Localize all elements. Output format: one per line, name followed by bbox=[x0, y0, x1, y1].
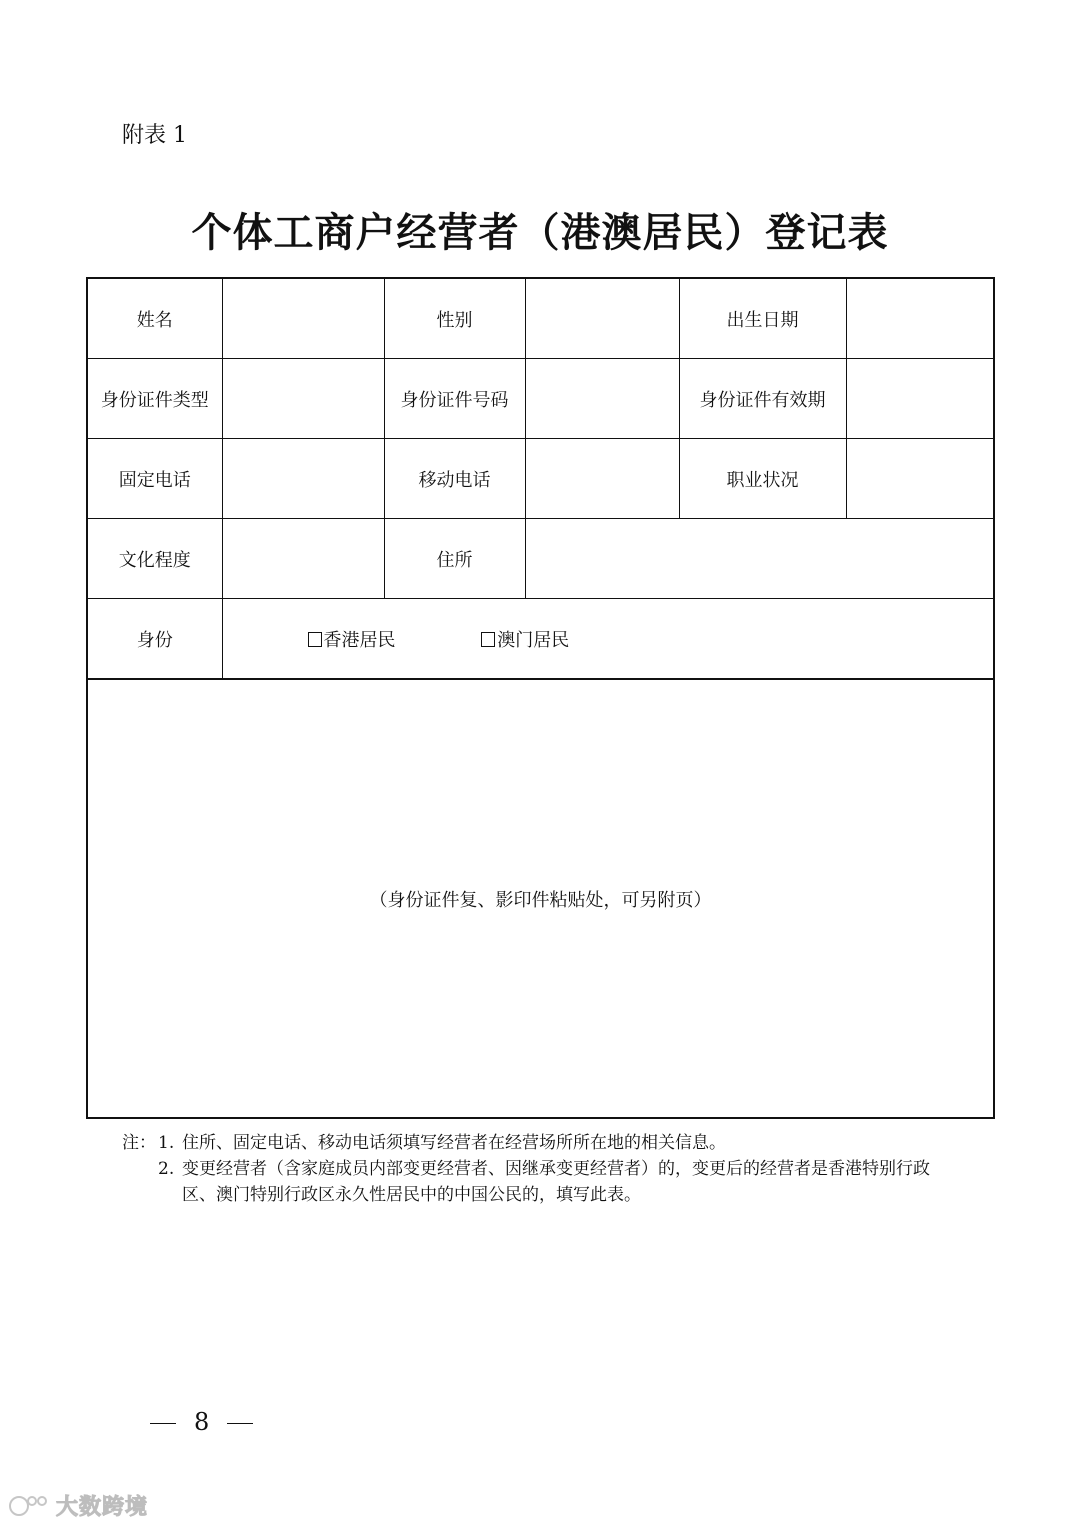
mobile-field[interactable] bbox=[525, 439, 679, 519]
form-title: 个体工商户经营者（港澳居民）登记表 bbox=[191, 209, 889, 256]
watermark bbox=[8, 1490, 148, 1521]
page-number bbox=[150, 1404, 253, 1440]
hong-kong-resident-option[interactable] bbox=[308, 626, 396, 652]
form-row-paste bbox=[87, 679, 994, 1118]
education-label: 文化程度 bbox=[87, 519, 222, 599]
form-row-education bbox=[87, 519, 994, 599]
page-dash-left bbox=[150, 1423, 176, 1424]
id-validity-label: 身份证件有效期 bbox=[679, 359, 846, 439]
hong-kong-resident-label: 香港居民 bbox=[323, 629, 396, 651]
id-validity-field[interactable] bbox=[846, 359, 994, 439]
residence-field[interactable] bbox=[525, 519, 994, 599]
landline-label: 固定电话 bbox=[87, 439, 222, 519]
page-number-value: 8 bbox=[194, 1408, 210, 1436]
gender-label: 性别 bbox=[384, 278, 525, 359]
mobile-label: 移动电话 bbox=[384, 439, 525, 519]
note-item bbox=[122, 1156, 962, 1208]
name-field[interactable] bbox=[222, 278, 384, 359]
checkbox-icon[interactable] bbox=[308, 632, 322, 647]
form-row-identity bbox=[87, 599, 994, 680]
macao-resident-option[interactable] bbox=[481, 626, 569, 652]
id-copy-paste-area bbox=[87, 679, 994, 1118]
form-row-contact bbox=[87, 439, 994, 519]
watermark-text: 大数跨境 bbox=[56, 1495, 149, 1520]
appendix-label: 附表 1 bbox=[122, 123, 187, 148]
notes-section bbox=[122, 1130, 962, 1208]
residence-label: 住所 bbox=[384, 519, 525, 599]
id-number-label: 身份证件号码 bbox=[384, 359, 525, 439]
note-text: 变更经营者（含家庭成员内部变更经营者、因继承变更经营者）的，变更后的经营者是香港特别行政区、澳门特别行政区永久性居民中的中国公民的，填写此表。 bbox=[182, 1159, 930, 1205]
note-number: 1. bbox=[158, 1133, 175, 1153]
note-number: 2. bbox=[158, 1159, 175, 1179]
id-type-label: 身份证件类型 bbox=[87, 359, 222, 439]
page-dash-right bbox=[227, 1423, 253, 1424]
notes-prefix: 注： bbox=[122, 1133, 156, 1153]
checkbox-icon[interactable] bbox=[481, 632, 495, 647]
occupation-field[interactable] bbox=[846, 439, 994, 519]
watermark-logo-icon bbox=[8, 1493, 52, 1519]
form-row-basic bbox=[87, 278, 994, 359]
landline-field[interactable] bbox=[222, 439, 384, 519]
occupation-label: 职业状况 bbox=[679, 439, 846, 519]
note-item bbox=[122, 1130, 962, 1156]
birth-date-label: 出生日期 bbox=[679, 278, 846, 359]
birth-date-field[interactable] bbox=[846, 278, 994, 359]
id-type-field[interactable] bbox=[222, 359, 384, 439]
identity-label: 身份 bbox=[87, 599, 222, 680]
note-text: 住所、固定电话、移动电话须填写经营者在经营场所所在地的相关信息。 bbox=[182, 1133, 726, 1153]
paste-area-hint: （身份证件复、影印件粘贴处，可另附页） bbox=[369, 889, 712, 911]
form-row-id bbox=[87, 359, 994, 439]
macao-resident-label: 澳门居民 bbox=[497, 629, 570, 651]
gender-field[interactable] bbox=[525, 278, 679, 359]
education-field[interactable] bbox=[222, 519, 384, 599]
name-label: 姓名 bbox=[87, 278, 222, 359]
id-number-field[interactable] bbox=[525, 359, 679, 439]
identity-options bbox=[222, 599, 994, 680]
registration-form-table bbox=[86, 277, 995, 1119]
